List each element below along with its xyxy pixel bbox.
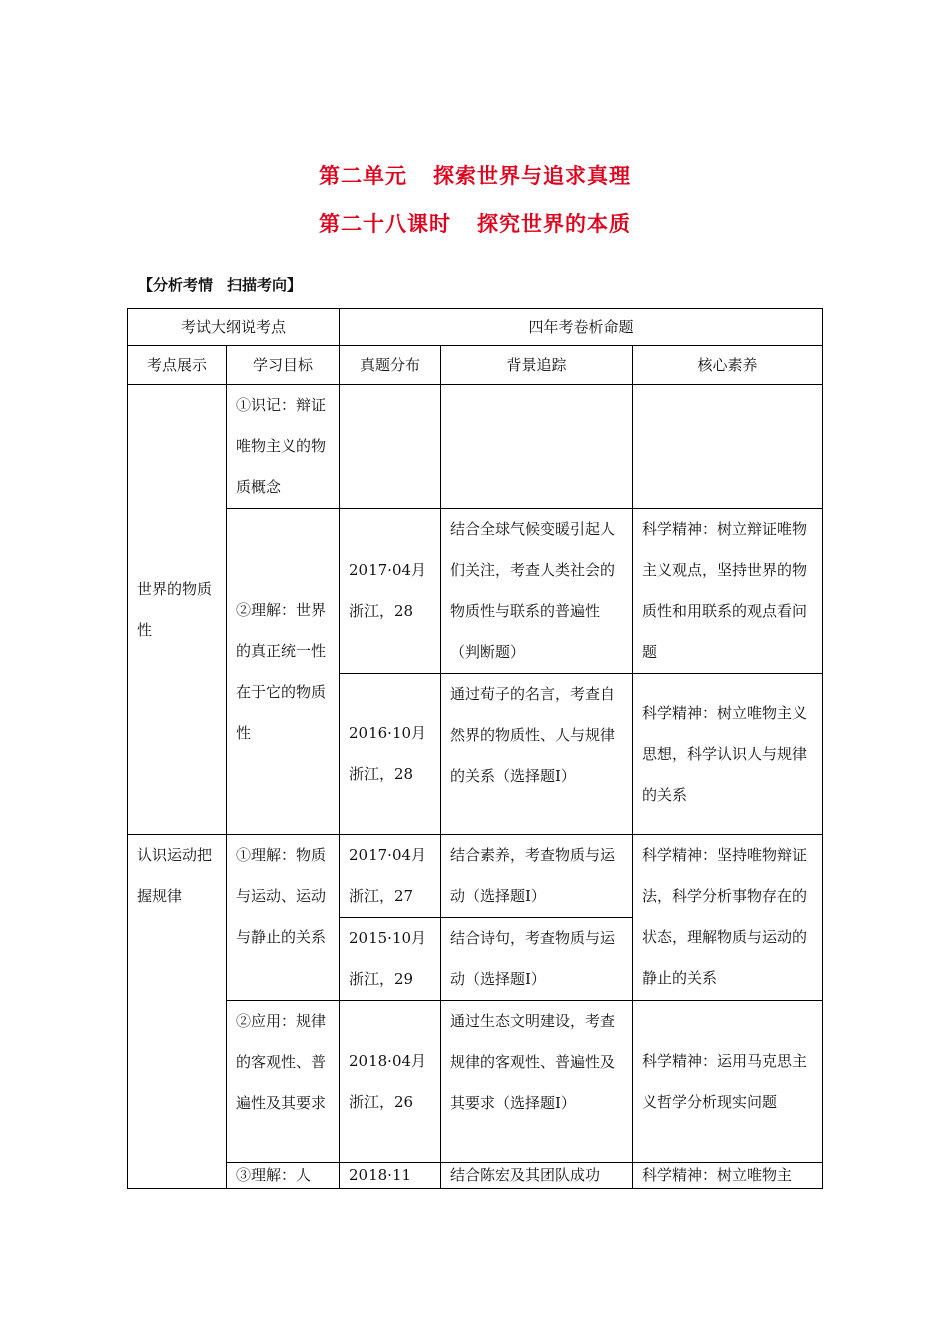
section-label-part1: 【分析考情 [138,276,214,294]
unit-title [0,160,950,190]
col-header-goal: 学习目标 [227,346,340,385]
core-cell: 科学精神：树立唯物主义思想，科学认识人与规律的关系 [633,674,823,835]
unit-name: 探索世界与追求真理 [433,164,631,188]
goal-cell: ①识记：辩证唯物主义的物质概念 [227,385,340,509]
group-header-row [128,309,823,346]
exam-cell: 2015·10月浙江，29 [340,918,441,1001]
background-cell [441,385,633,509]
table-row [128,1001,823,1163]
topic-cell: 世界的物质性 [128,385,227,835]
table-row [128,1163,823,1189]
lesson-number: 第二十八课时 [319,212,451,236]
col-header-core: 核心素养 [633,346,823,385]
section-label-part2: 扫描考向】 [227,276,303,294]
table-row [128,385,823,509]
exam-cell [340,385,441,509]
group-header-analysis: 四年考卷析命题 [340,309,823,346]
core-cell: 科学精神：运用马克思主义哲学分析现实问题 [633,1001,823,1163]
topic-cell: 认识运动把握规律 [128,835,227,1189]
background-cell: 结合陈宏及其团队成功 [441,1163,633,1189]
unit-number: 第二单元 [319,164,407,188]
lesson-name: 探究世界的本质 [477,212,631,236]
background-cell: 通过荀子的名言，考查自然界的物质性、人与规律的关系（选择题Ⅰ） [441,674,633,835]
column-header-row [128,346,823,385]
col-header-exam: 真题分布 [340,346,441,385]
exam-cell: 2017·04月浙江，28 [340,509,441,674]
exam-cell: 2018·04月浙江，26 [340,1001,441,1163]
goal-cell: ②应用：规律的客观性、普遍性及其要求 [227,1001,340,1163]
goal-cell: ②理解：世界的真正统一性在于它的物质性 [227,509,340,835]
col-header-background: 背景追踪 [441,346,633,385]
section-label [138,274,302,295]
exam-analysis-table [127,308,823,1189]
table-row [128,509,823,674]
background-cell: 结合全球气候变暖引起人们关注，考查人类社会的物质性与联系的普遍性（判断题） [441,509,633,674]
background-cell: 通过生态文明建设，考查规律的客观性、普遍性及其要求（选择题Ⅰ） [441,1001,633,1163]
background-cell: 结合素养，考查物质与运动（选择题Ⅰ） [441,835,633,918]
exam-cell: 2016·10月浙江，28 [340,674,441,835]
core-cell [633,385,823,509]
group-header-outline: 考试大纲说考点 [128,309,340,346]
exam-cell: 2018·11 [340,1163,441,1189]
core-cell: 科学精神：树立辩证唯物主义观点，坚持世界的物质性和用联系的观点看问题 [633,509,823,674]
col-header-topic: 考点展示 [128,346,227,385]
exam-cell: 2017·04月浙江，27 [340,835,441,918]
core-cell: 科学精神：坚持唯物辩证法，科学分析事物存在的状态，理解物质与运动的静止的关系 [633,835,823,1001]
background-cell: 结合诗句，考查物质与运动（选择题Ⅰ） [441,918,633,1001]
goal-cell: ③理解：人 [227,1163,340,1189]
goal-cell: ①理解：物质与运动、运动与静止的关系 [227,835,340,1001]
core-cell: 科学精神：树立唯物主 [633,1163,823,1189]
lesson-title [0,208,950,238]
table-row [128,835,823,918]
